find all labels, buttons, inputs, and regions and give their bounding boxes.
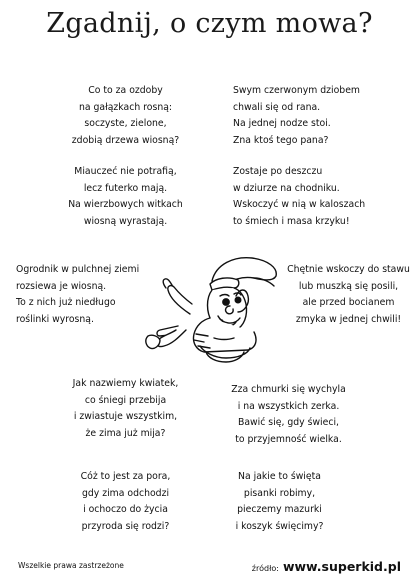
riddle-line: Wskoczyć w nią w kaloszach xyxy=(233,199,366,211)
riddle-line: lub muszką się posili, xyxy=(298,280,399,292)
riddle-line: Swym czerwonym dziobem xyxy=(233,85,360,96)
gnome-mascot-illustration xyxy=(130,254,288,364)
riddle-line: To z nich już niedługo xyxy=(16,297,116,309)
riddle-line: gdy zima odchodzi xyxy=(81,487,170,499)
riddle-6 xyxy=(286,262,411,328)
riddle-line: ale przed bocianem xyxy=(302,297,395,309)
riddle-line: roślinki wyrosną. xyxy=(16,313,94,325)
page-title: Zgadnij, o czym mowa? xyxy=(46,8,373,39)
riddle-line: Chętnie wskoczy do stawu xyxy=(287,264,410,275)
riddle-line: Zza chmurki się wychyla xyxy=(231,384,346,395)
riddle-line: Zna ktoś tego pana? xyxy=(233,134,329,146)
source-label: źródło: xyxy=(251,564,279,573)
riddle-line: to przyjemność wielka. xyxy=(235,433,342,445)
riddle-line: Cóż to jest za pora, xyxy=(80,471,171,482)
source-credit xyxy=(252,556,401,575)
site-link[interactable]: www.superkid.pl xyxy=(282,559,401,574)
riddle-5 xyxy=(16,262,139,328)
riddle-line: pieczemy mazurki xyxy=(237,504,322,516)
riddle-line: to śmiech i masa krzyku! xyxy=(233,215,350,227)
riddle-line: Zostaje po deszczu xyxy=(233,166,323,177)
riddle-line: soczyste, zielone, xyxy=(84,118,167,130)
riddle-line: Jak nazwiemy kwiatek, xyxy=(72,378,179,389)
riddle-line: Na jakie to święta xyxy=(238,471,321,482)
riddle-line: w dziurze na chodniku. xyxy=(233,182,340,194)
riddle-line: Na jednej nodze stoi. xyxy=(233,118,331,130)
riddle-line: Ogrodnik w pulchnej ziemi xyxy=(16,264,140,275)
riddle-line: na gałązkach rosną: xyxy=(78,101,173,113)
riddle-line: i na wszystkich zerka. xyxy=(237,400,340,412)
riddle-8 xyxy=(226,382,351,448)
riddle-line: rozsiewa je wiosną. xyxy=(16,280,107,292)
riddle-2 xyxy=(233,83,360,149)
riddle-7 xyxy=(68,376,183,442)
riddle-10 xyxy=(222,469,337,535)
riddle-line: wiosną wyrastają. xyxy=(83,215,168,227)
riddle-line: zdobią drzewa wiosną? xyxy=(71,134,180,146)
riddle-line: Na wierzbowych witkach xyxy=(68,199,183,211)
riddle-line: co śniegi przebija xyxy=(84,394,167,406)
riddle-3 xyxy=(68,164,183,230)
riddle-4 xyxy=(233,164,365,230)
riddle-line: lecz futerko mają. xyxy=(83,182,168,194)
riddle-line: że zima już mija? xyxy=(85,427,166,439)
riddle-line: Co to za ozdoby xyxy=(88,85,163,96)
riddle-line: i ochoczo do życia xyxy=(83,504,168,516)
rights-notice: Wszelkie prawa zastrzeżone xyxy=(18,561,124,570)
riddle-line: zmyka w jednej chwili! xyxy=(295,313,402,325)
riddle-9 xyxy=(68,469,183,535)
riddle-1 xyxy=(68,83,183,149)
riddle-line: przyroda się rodzi? xyxy=(81,520,170,532)
riddle-line: i koszyk święcimy? xyxy=(235,520,324,532)
riddle-line: i zwiastuje wszystkim, xyxy=(73,411,178,423)
riddle-line: pisanki robimy, xyxy=(243,487,316,499)
riddle-line: chwali się od rana. xyxy=(233,101,321,113)
riddle-line: Bawić się, gdy świeci, xyxy=(237,417,340,429)
riddle-line: Miauczeć nie potrafią, xyxy=(74,166,177,177)
